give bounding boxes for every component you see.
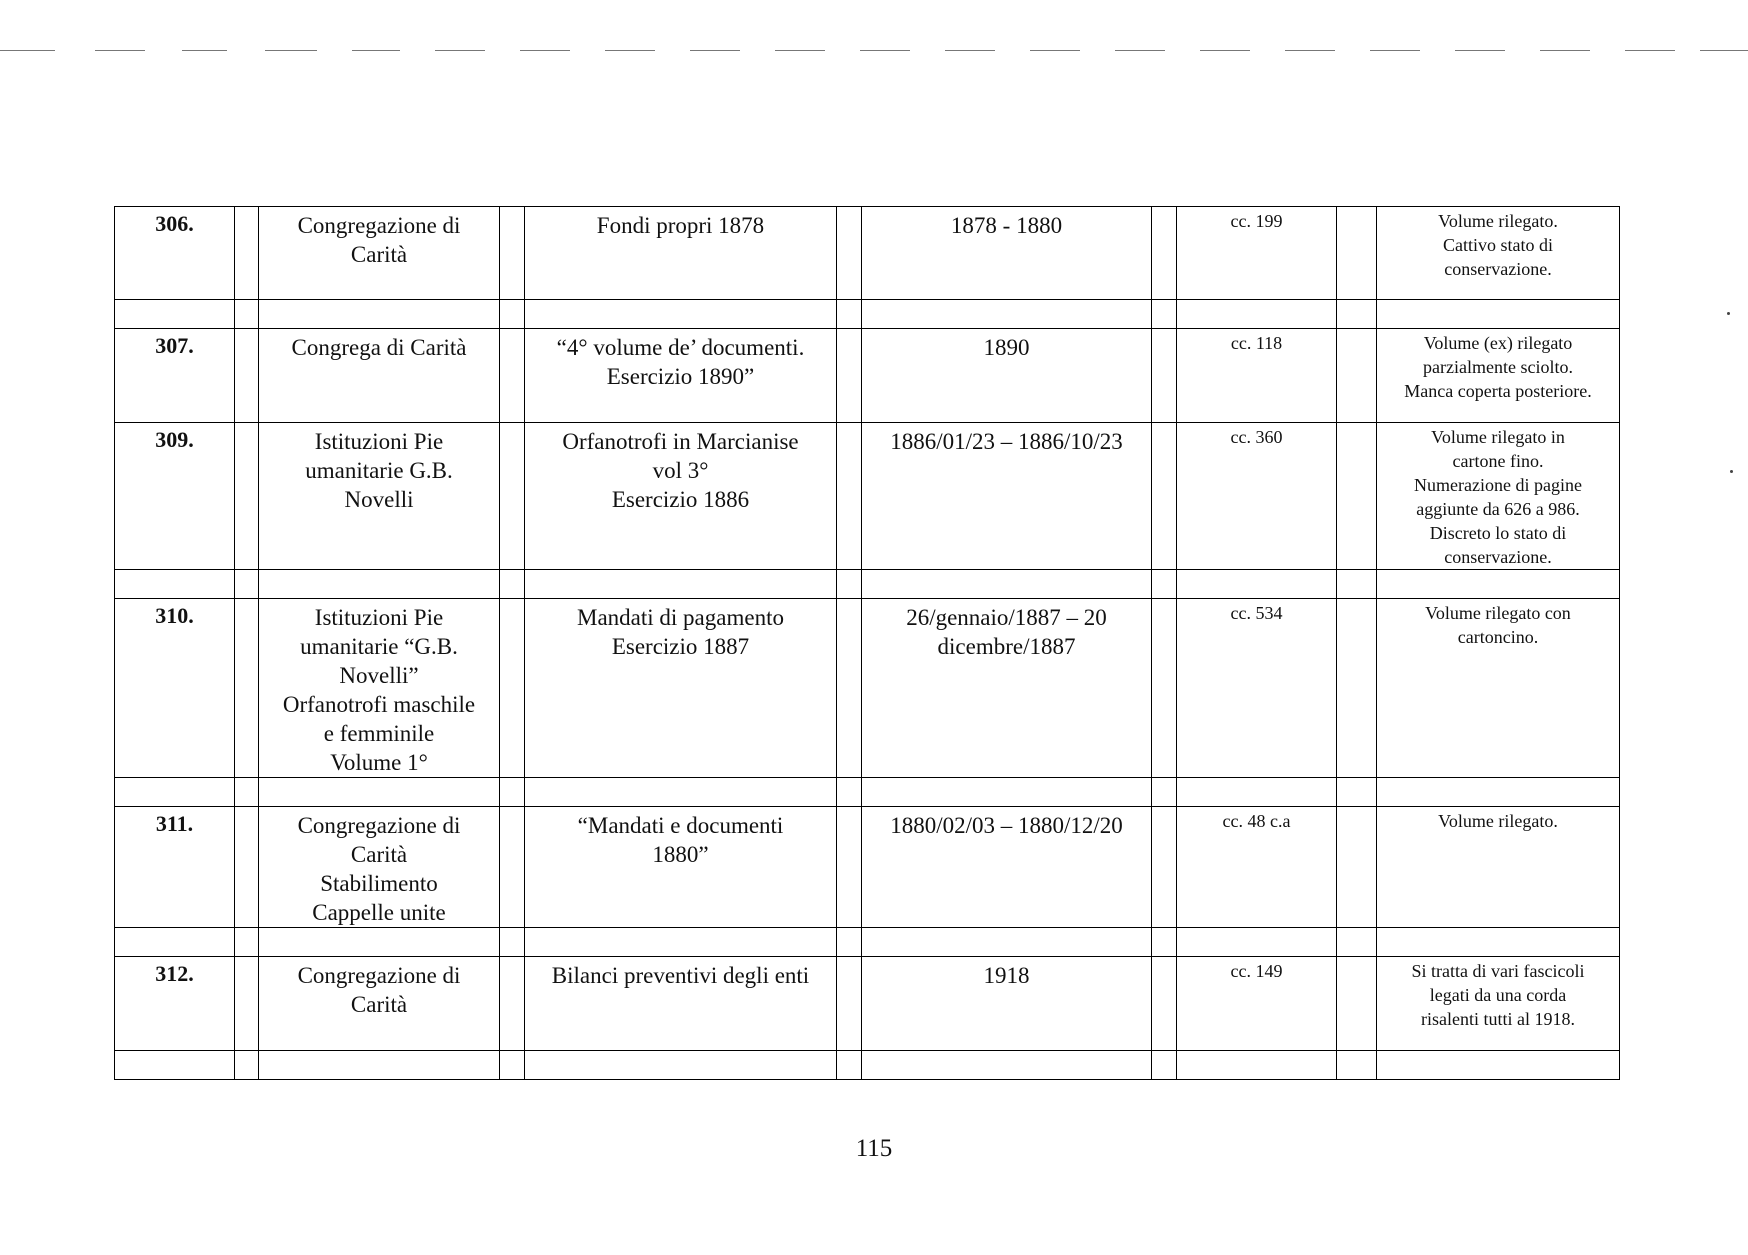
record-notes: Si tratta di vari fascicoli legati da una corda risalenti tutti al 1918. xyxy=(1377,957,1620,1051)
table-row xyxy=(115,329,1620,423)
record-notes: Volume (ex) rilegato parzialmente sciolto. Manca coperta posteriore. xyxy=(1377,329,1620,423)
record-dates: 1880/02/03 – 1880/12/20 xyxy=(862,807,1152,928)
record-title: Mandati di pagamento Esercizio 1887 xyxy=(525,599,837,778)
record-notes: Volume rilegato in cartone fino. Numerazione di pagine aggiunte da 626 a 986. Discreto lo stato di conservazione. xyxy=(1377,423,1620,570)
spacer-row xyxy=(115,570,1620,599)
record-extent: cc. 360 xyxy=(1177,423,1337,570)
record-author: Istituzioni Pie umanitarie “G.B. Novelli” Orfanotrofi maschile e femminile Volume 1° xyxy=(259,599,500,778)
table-row xyxy=(115,599,1620,778)
record-number: 310. xyxy=(115,599,235,778)
record-dates: 1878 - 1880 xyxy=(862,207,1152,300)
record-notes: Volume rilegato. Cattivo stato di conservazione. xyxy=(1377,207,1620,300)
record-number: 309. xyxy=(115,423,235,570)
record-title: Bilanci preventivi degli enti xyxy=(525,957,837,1051)
record-extent: cc. 48 c.a xyxy=(1177,807,1337,928)
record-extent: cc. 118 xyxy=(1177,329,1337,423)
scan-speck xyxy=(1730,470,1733,473)
spacer-row xyxy=(115,928,1620,957)
record-author: Congrega di Carità xyxy=(259,329,500,423)
record-author: Congregazione di Carità xyxy=(259,207,500,300)
scan-dash-line xyxy=(0,50,1748,52)
record-title: Fondi propri 1878 xyxy=(525,207,837,300)
page-number: 115 xyxy=(855,1135,893,1162)
record-title: “Mandati e documenti 1880” xyxy=(525,807,837,928)
record-number: 312. xyxy=(115,957,235,1051)
table-row xyxy=(115,957,1620,1051)
spacer-row xyxy=(115,1051,1620,1080)
record-extent: cc. 534 xyxy=(1177,599,1337,778)
spacer-row xyxy=(115,300,1620,329)
record-title: “4° volume de’ documenti. Esercizio 1890” xyxy=(525,329,837,423)
record-dates: 1890 xyxy=(862,329,1152,423)
record-author: Istituzioni Pie umanitarie G.B. Novelli xyxy=(259,423,500,570)
table-row xyxy=(115,807,1620,928)
record-author: Congregazione di Carità xyxy=(259,957,500,1051)
record-number: 311. xyxy=(115,807,235,928)
record-number: 306. xyxy=(115,207,235,300)
record-author: Congregazione di Carità Stabilimento Cappelle unite xyxy=(259,807,500,928)
record-extent: cc. 149 xyxy=(1177,957,1337,1051)
table-row xyxy=(115,207,1620,300)
table-row xyxy=(115,423,1620,570)
scan-speck xyxy=(1727,312,1730,315)
record-title: Orfanotrofi in Marcianise vol 3° Esercizio 1886 xyxy=(525,423,837,570)
record-notes: Volume rilegato. xyxy=(1377,807,1620,928)
record-extent: cc. 199 xyxy=(1177,207,1337,300)
record-notes: Volume rilegato con cartoncino. xyxy=(1377,599,1620,778)
record-number: 307. xyxy=(115,329,235,423)
record-dates: 1886/01/23 – 1886/10/23 xyxy=(862,423,1152,570)
spacer-row xyxy=(115,778,1620,807)
record-dates: 1918 xyxy=(862,957,1152,1051)
record-dates: 26/gennaio/1887 – 20 dicembre/1887 xyxy=(862,599,1152,778)
inventory-table xyxy=(114,206,1620,1080)
